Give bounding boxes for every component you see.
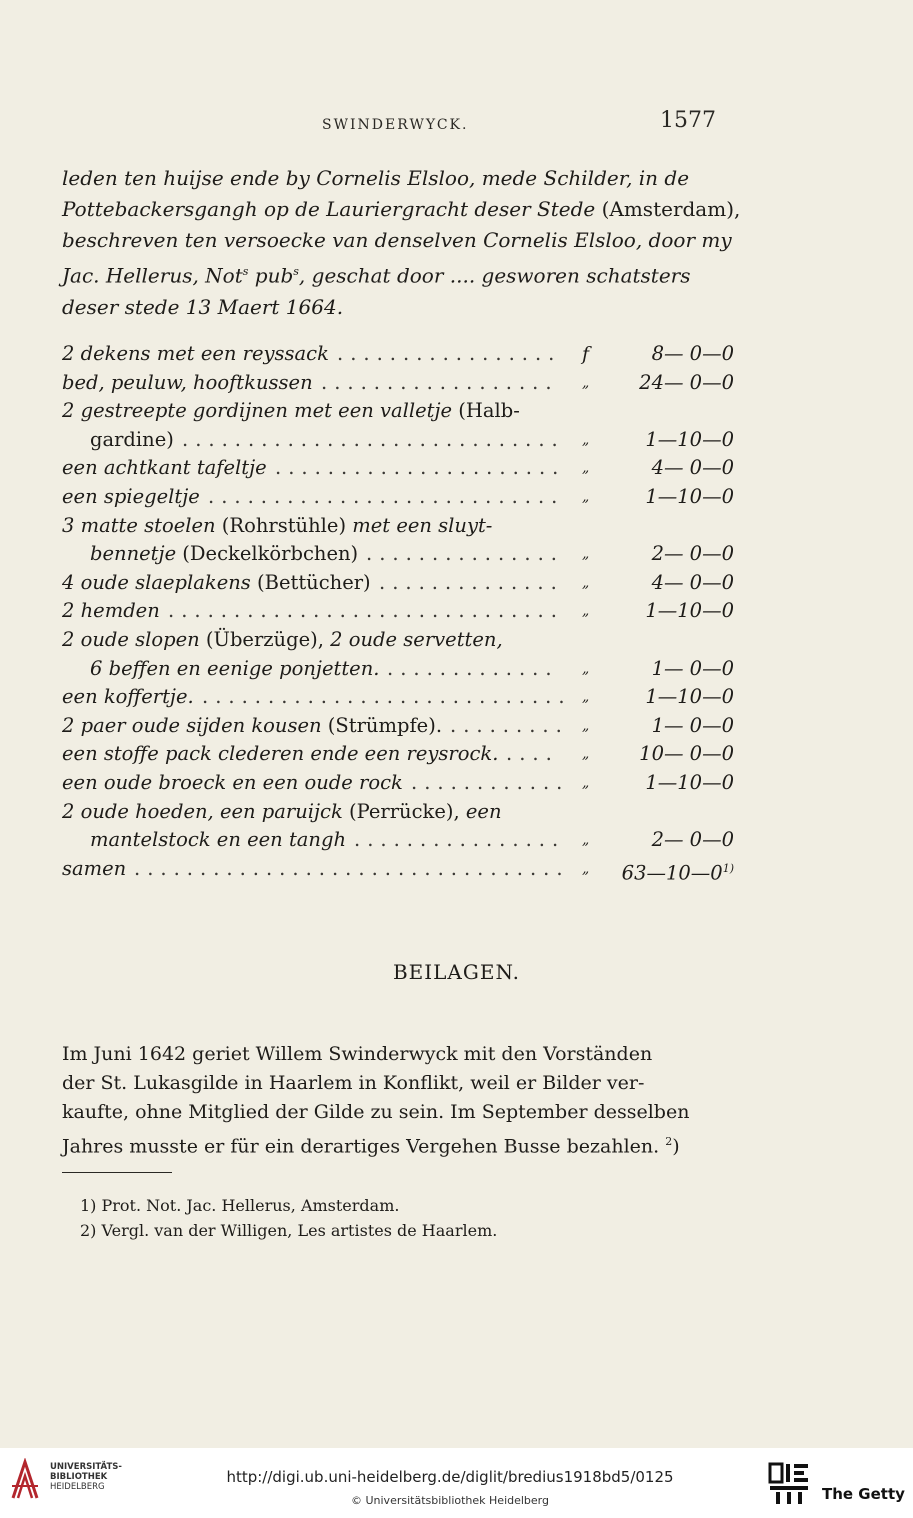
item-description: 4 oude slaeplakens (Bettücher) bbox=[62, 570, 371, 594]
inventory-row bbox=[62, 626, 738, 655]
viewer-footer bbox=[0, 1448, 913, 1518]
item-amount: 1—10—0 bbox=[645, 685, 734, 709]
item-description: bed, peuluw, hooftkussen bbox=[62, 370, 313, 394]
currency-mark: „ bbox=[582, 860, 590, 877]
inventory-row bbox=[62, 340, 738, 369]
item-amount: 2— 0—0 bbox=[651, 828, 734, 852]
item-description: 2 oude hoeden, een paruijck (Perrücke), een bbox=[62, 799, 502, 823]
currency-mark: „ bbox=[582, 574, 590, 591]
item-amount: 1—10—0 bbox=[645, 427, 734, 451]
dot-leader: ................ bbox=[354, 828, 566, 852]
item-description: samen bbox=[62, 856, 127, 880]
body-line: Im Juni 1642 geriet Willem Swinderwyck mit den Vorständen bbox=[62, 1043, 653, 1065]
item-amount: 24— 0—0 bbox=[639, 370, 734, 394]
currency-mark: „ bbox=[582, 774, 590, 791]
body-line: Jahres musste er für ein derartiges Vergehen Busse bezahlen. $^2$) bbox=[62, 1135, 680, 1158]
item-amount: 63—10—0$^{1)}$ bbox=[621, 861, 734, 885]
dot-leader: ............ bbox=[411, 770, 570, 794]
intro-line: beschreven ten versoecke van denselven Cornelis Elsloo, door my bbox=[62, 228, 732, 252]
dot-leader: ............................ bbox=[202, 685, 572, 709]
footnote: 2) Vergl. van der Willigen, Les artistes de Haarlem. bbox=[80, 1221, 498, 1240]
inventory-row bbox=[62, 397, 738, 426]
dot-leader: ................. bbox=[337, 342, 562, 365]
item-description: 2 oude slopen (Überzüge), 2 oude servetten, bbox=[62, 627, 503, 651]
inventory-row bbox=[62, 597, 738, 626]
item-description: bennetje (Deckelkörbchen) bbox=[90, 542, 359, 566]
item-amount: 1—10—0 bbox=[645, 599, 734, 623]
inventory-row bbox=[62, 512, 738, 541]
getty-logo-icon bbox=[768, 1462, 810, 1506]
item-amount: 8— 0—0 bbox=[651, 342, 734, 365]
dot-leader: ............................. bbox=[182, 427, 565, 451]
dot-leader: ............... bbox=[366, 542, 564, 566]
footnote-rule bbox=[62, 1172, 172, 1173]
item-description: een spiegeltje bbox=[62, 484, 200, 508]
item-description: 3 matte stoelen (Rohrstühle) met een sluyt- bbox=[62, 513, 493, 537]
dot-leader: ................................. bbox=[134, 856, 570, 880]
inventory-row bbox=[62, 426, 738, 455]
item-amount: 1— 0—0 bbox=[651, 656, 734, 680]
item-description: een koffertje. bbox=[62, 685, 194, 709]
inventory-row bbox=[62, 683, 738, 712]
page-number: 1577 bbox=[660, 108, 716, 133]
inventory-row bbox=[62, 712, 738, 741]
item-description: 2 gestreepte gordijnen met een valletje (Halb- bbox=[62, 399, 520, 423]
item-description: gardine) bbox=[90, 427, 174, 451]
currency-mark: f bbox=[582, 343, 590, 365]
running-title: SWINDERWYCK. bbox=[322, 117, 469, 133]
permalink-url[interactable]: http://digi.ub.uni-heidelberg.de/diglit/bredius1918bd5/0125 bbox=[226, 1468, 674, 1486]
dot-leader: .............. bbox=[379, 570, 564, 594]
item-description: een achtkant tafeltje bbox=[62, 456, 267, 480]
inventory-row bbox=[62, 798, 738, 827]
item-description: mantelstock en een tangh bbox=[90, 828, 347, 852]
item-amount: 1—10—0 bbox=[645, 770, 734, 794]
item-description: 2 dekens met een reyssack bbox=[62, 342, 329, 365]
copyright-notice: © Universitätsbibliothek Heidelberg bbox=[350, 1494, 549, 1507]
item-amount: 10— 0—0 bbox=[639, 742, 734, 766]
item-amount: 2— 0—0 bbox=[651, 542, 734, 566]
dot-leader: ...................... bbox=[275, 456, 566, 480]
dot-leader: .................. bbox=[321, 370, 559, 394]
currency-mark: „ bbox=[582, 546, 590, 563]
item-amount: 1—10—0 bbox=[645, 484, 734, 508]
section-heading: BEILAGEN. bbox=[392, 960, 521, 984]
intro-line: Pottebackersgangh op de Lauriergracht deser Stede (Amsterdam), bbox=[62, 197, 741, 221]
inventory-row bbox=[62, 454, 738, 483]
getty-wordmark: The Getty bbox=[822, 1485, 905, 1503]
currency-mark: „ bbox=[582, 689, 590, 706]
inventory-row bbox=[62, 655, 738, 684]
item-amount: 4— 0—0 bbox=[651, 456, 734, 480]
inventory-row bbox=[62, 826, 738, 855]
inventory-row bbox=[62, 769, 738, 798]
currency-mark: „ bbox=[582, 488, 590, 505]
item-description: 6 beffen en eenige ponjetten. bbox=[90, 656, 380, 680]
body-line: der St. Lukasgilde in Haarlem in Konflikt, weil er Bilder ver- bbox=[62, 1072, 645, 1094]
currency-mark: „ bbox=[582, 603, 590, 620]
ub-heidelberg-wordmark: UNIVERSITÄTS- BIBLIOTHEK HEIDELBERG bbox=[50, 1462, 122, 1492]
inventory-row bbox=[62, 540, 738, 569]
item-amount: 1— 0—0 bbox=[651, 713, 734, 737]
intro-line: deser stede 13 Maert 1664. bbox=[62, 294, 344, 319]
inventory-list bbox=[62, 340, 738, 883]
intro-paragraph bbox=[62, 163, 741, 323]
dot-leader: ........................... bbox=[208, 484, 565, 508]
currency-mark: „ bbox=[582, 746, 590, 763]
inventory-row bbox=[62, 569, 738, 598]
currency-mark: „ bbox=[582, 460, 590, 477]
item-description: een oude broeck en een oude rock bbox=[62, 770, 403, 794]
body-paragraph bbox=[62, 1040, 726, 1161]
currency-mark: „ bbox=[582, 832, 590, 849]
inventory-row bbox=[62, 855, 738, 884]
currency-mark: „ bbox=[582, 717, 590, 734]
item-description: 2 paer oude sijden kousen (Strümpfe). bbox=[62, 713, 443, 737]
inventory-row bbox=[62, 740, 738, 769]
currency-mark: „ bbox=[582, 431, 590, 448]
body-line: kaufte, ohne Mitglied der Gilde zu sein. Im September desselben bbox=[62, 1101, 690, 1123]
inventory-row bbox=[62, 369, 738, 398]
inventory-row bbox=[62, 483, 738, 512]
dot-leader: .... bbox=[506, 742, 559, 766]
ub-heidelberg-logo-icon bbox=[10, 1458, 40, 1502]
dot-leader: ............. bbox=[387, 656, 559, 680]
dot-leader: ......... bbox=[450, 713, 569, 737]
currency-mark: „ bbox=[582, 660, 590, 677]
currency-mark: „ bbox=[582, 374, 590, 391]
item-amount: 4— 0—0 bbox=[651, 570, 734, 594]
item-description: een stoffe pack clederen ende een reysrock. bbox=[62, 742, 499, 766]
intro-line: leden ten huijse ende by Cornelis Elsloo, mede Schilder, in de bbox=[62, 166, 690, 190]
item-description: 2 hemden bbox=[62, 599, 160, 623]
intro-line: Jac. Hellerus, Not$^s$ pub$^s$, geschat door .... gesworen schatsters bbox=[62, 263, 691, 288]
footnote: 1) Prot. Not. Jac. Hellerus, Amsterdam. bbox=[80, 1196, 400, 1215]
dot-leader: .............................. bbox=[168, 599, 564, 623]
